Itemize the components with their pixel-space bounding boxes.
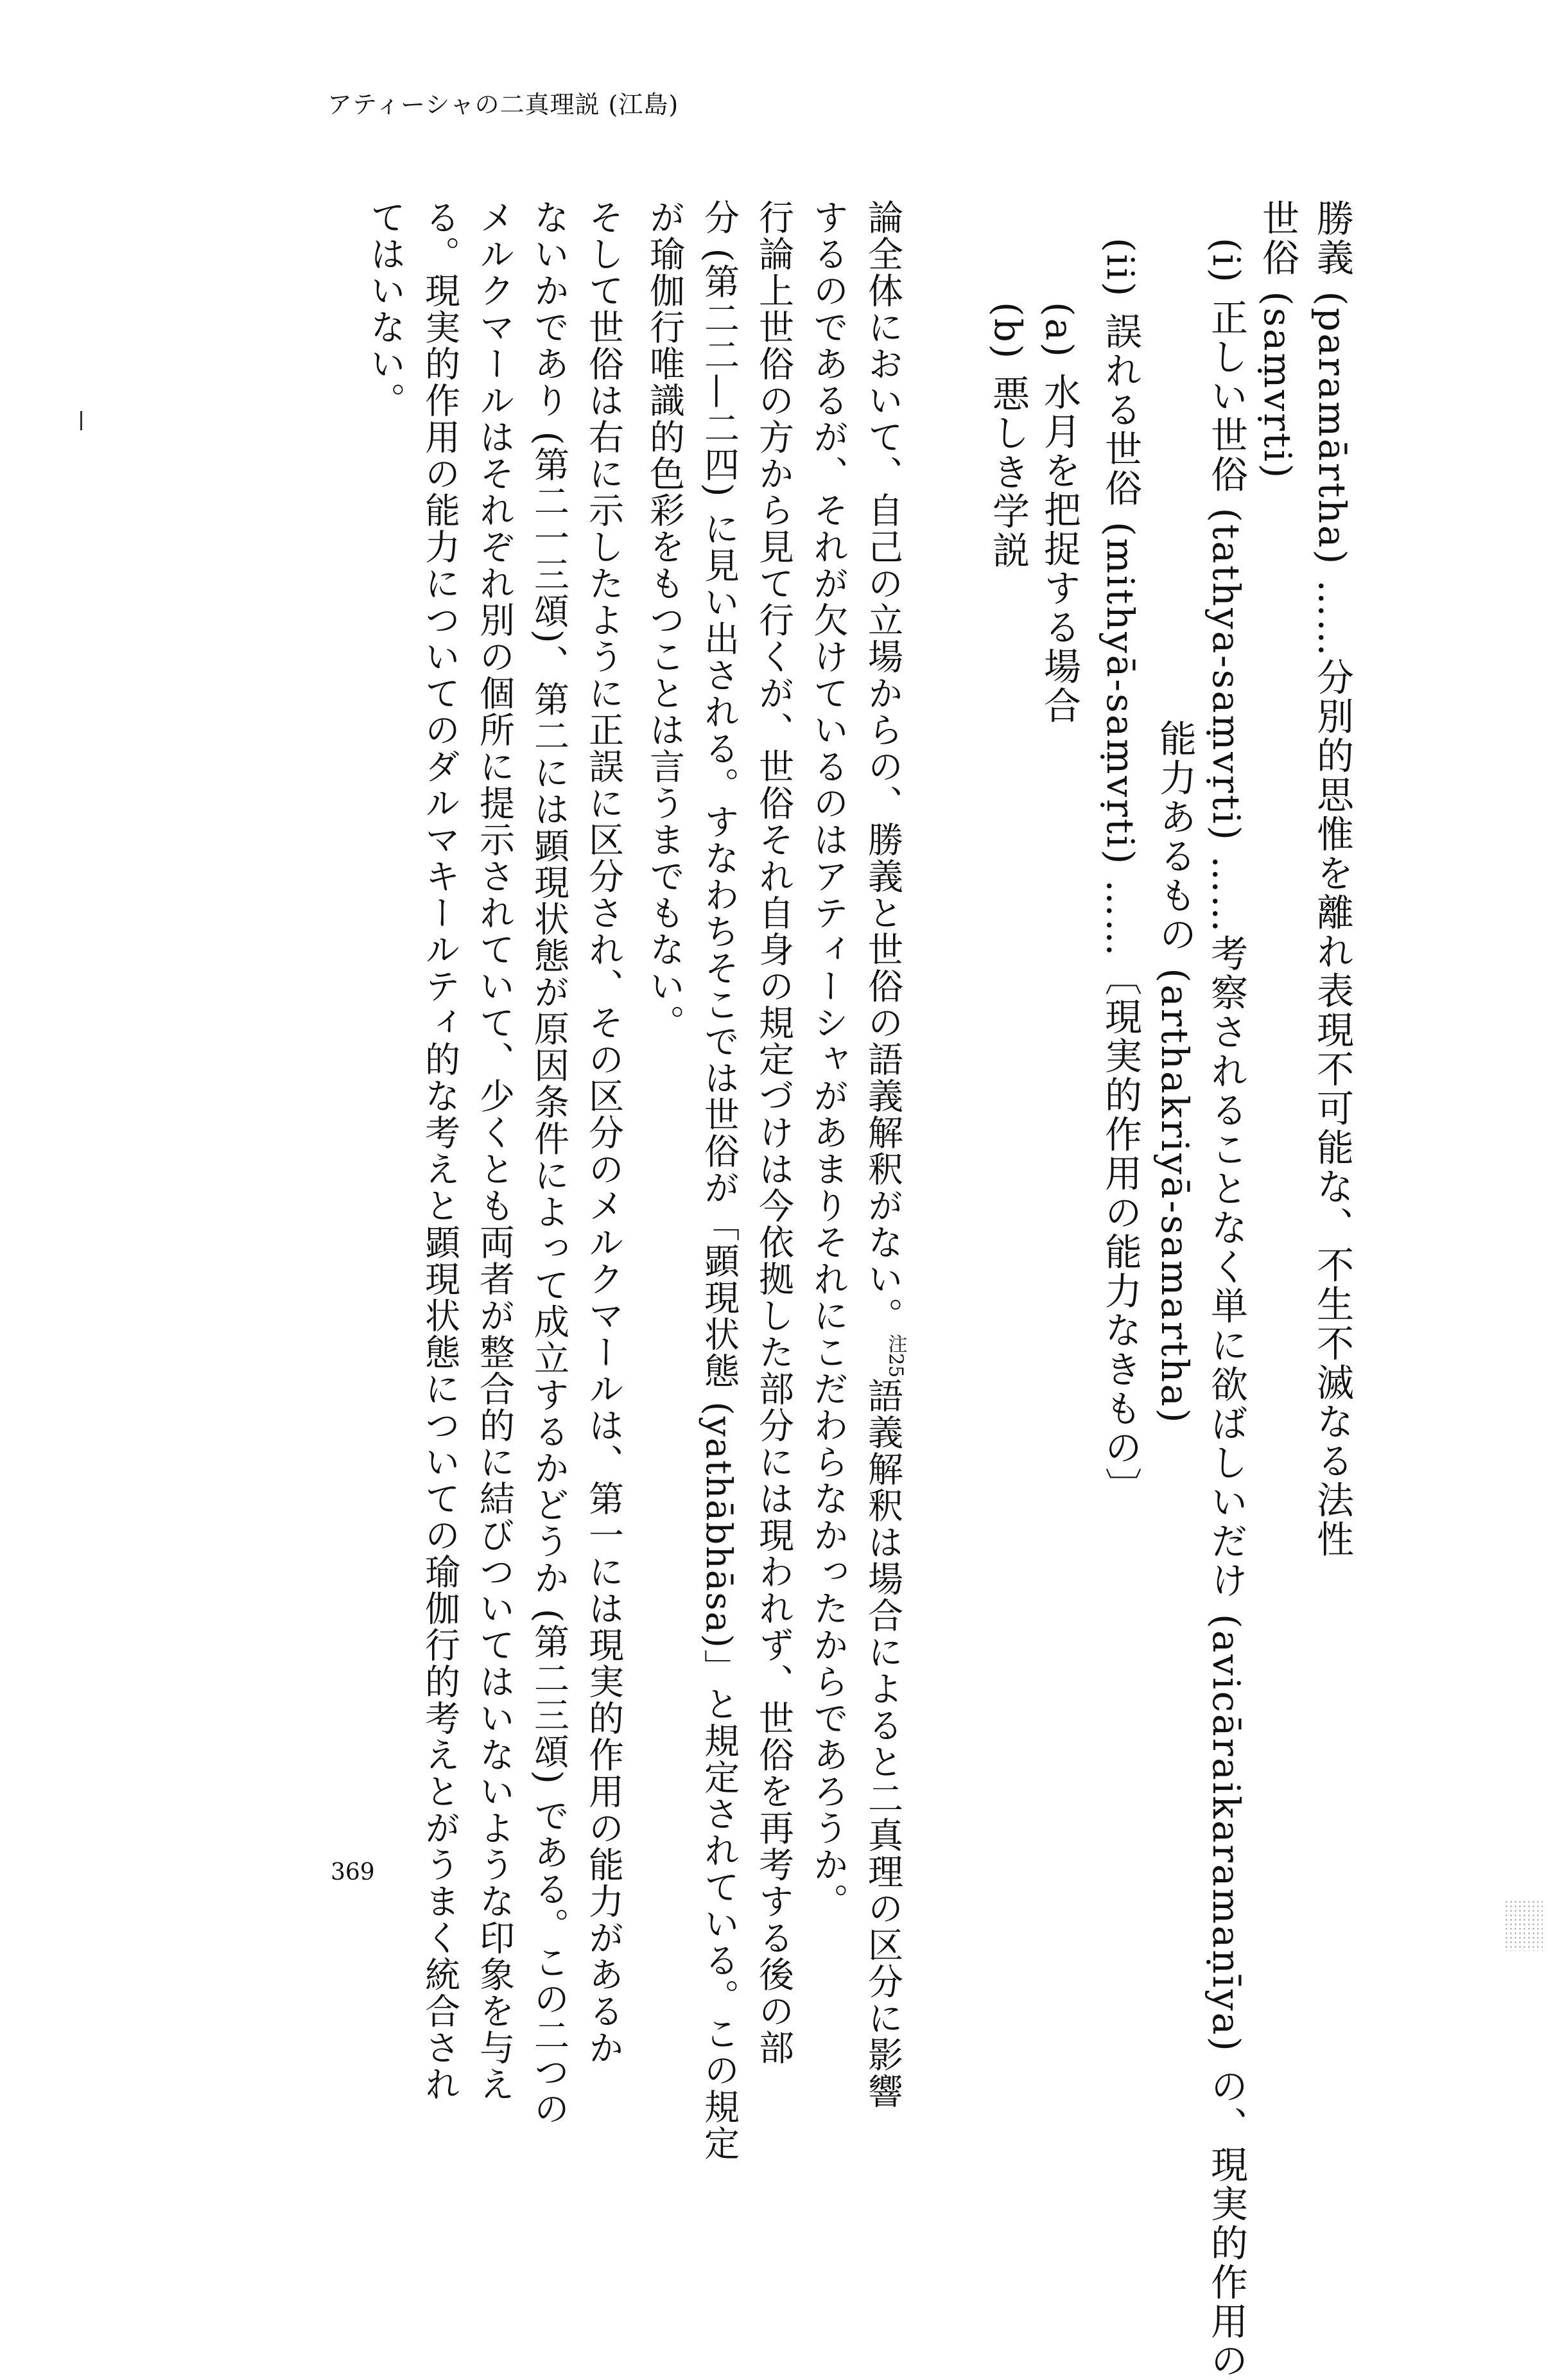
scan-artifact-mark xyxy=(80,411,82,430)
paragraph1-line5: が瑜伽行唯識的色彩をもつことは言うまでもない。 xyxy=(644,199,685,1041)
outline-line-tathya-samvrti: (i) 正しい世俗 (tathya-saṃvṛti) ……考察されることなく単に欲ばしいだけ (avicāraikaramaṇīya) の、現実的作用の xyxy=(1204,238,1248,2380)
paragraph2-line4: る。現実的作用の能力についてのダルマキールティ的な考えと顕現状態についての瑜伽行的考えとがうまく統合され xyxy=(419,199,460,2103)
paragraph1-line4: 分 (第二二—二四) に見い出される。すなわちそこでは世俗が「顕現状態 (yathābhāsa)」と規定されている。この規定 xyxy=(699,199,740,2162)
paragraph2-line2: ないかであり (第二一三頌)、第二には顕現状態が原因条件によって成立するかどうか (第二三頌) である。この二つの xyxy=(528,199,569,2128)
page-number: 369 xyxy=(331,1859,375,1886)
paragraph2-line3: メルクマールはそれぞれ別の個所に提示されていて、少くとも両者が整合的に結びついてはいないような印象を与え xyxy=(474,199,515,2103)
paragraph1-line1 xyxy=(857,199,921,2110)
paragraph1-line1-text-a: 論全体において、自己の立場からの、勝義と世俗の語義解釈がない。 xyxy=(862,199,903,1334)
outline-line-paramartha: 勝義 (paramārtha) ……分別的思惟を離れ表現不可能な、不生不滅なる法性 xyxy=(1310,199,1354,1559)
paragraph2-line5: てはいない。 xyxy=(365,199,406,419)
outline-line-arthakriya: 能力あるもの (arthakriyā-samartha) xyxy=(1153,719,1197,1425)
outline-line-mithya-samvrti: (ii) 誤れる世俗 (mithyā-saṃvṛti) ……〔現実的作用の能力なきもの〕 xyxy=(1098,238,1142,1507)
paragraph2-line1: そして世俗は右に示したように正誤に区分され、その区分のメルクマールは、第一には現実的作用の能力があるか xyxy=(583,199,624,2066)
running-title: アティーシャの二真理説 (江島) xyxy=(327,91,679,119)
scan-artifact-speckle xyxy=(1504,1900,1543,1951)
note-25-marker: 注25 xyxy=(884,1334,907,1378)
paragraph1-line1-text-b: 語義解釈は場合によると二真理の区分に影響 xyxy=(862,1378,903,2110)
outline-line-bad-doctrine: (b) 悪しき学説 xyxy=(986,302,1030,570)
paragraph1-line2: するのであるが、それが欠けているのはアティーシャがあまりそれにこだわらなかったからであろうか。 xyxy=(808,199,849,1920)
outline-line-samvrti: 世俗 (saṃvṛti) xyxy=(1256,199,1299,480)
paragraph1-line3: 行論上世俗の方から見て行くが、世俗それ自身の規定づけは今依拠した部分には現われず、世俗を再考する後の部 xyxy=(753,199,794,2066)
outline-line-water-moon: (a) 水月を把捉する場合 xyxy=(1037,302,1081,726)
